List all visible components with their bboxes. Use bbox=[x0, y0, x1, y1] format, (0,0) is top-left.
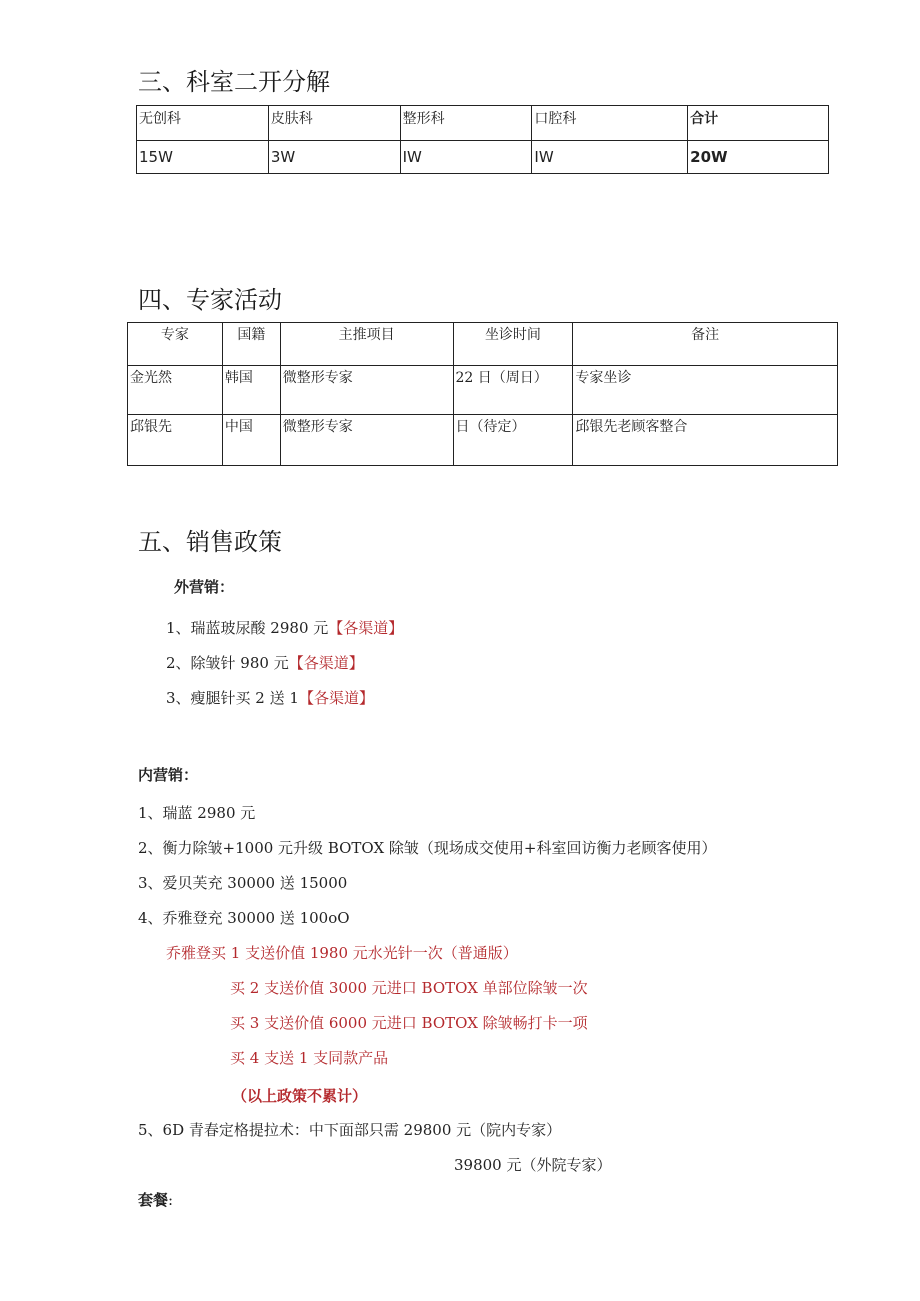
list-item-continuation: 39800 元（外院专家） bbox=[454, 1156, 612, 1174]
internal-marketing-title: 内营销： bbox=[138, 766, 199, 784]
table-cell: 微整形专家 bbox=[280, 366, 453, 415]
table-cell: 备注 bbox=[573, 323, 838, 366]
table-cell: 专家坐诊 bbox=[573, 366, 838, 415]
table-cell: IW bbox=[400, 141, 532, 174]
table-cell: 微整形专家 bbox=[280, 415, 453, 466]
list-item: 1、瑞蓝 2980 元 bbox=[138, 804, 256, 822]
promo-line: 买 4 支送 1 支同款产品 bbox=[230, 1049, 389, 1067]
table-header-row bbox=[137, 106, 829, 141]
section-heading-5: 五、销售政策 bbox=[138, 528, 282, 556]
table-cell: 无创科 bbox=[137, 106, 269, 141]
section-heading-4: 四、专家活动 bbox=[138, 286, 282, 314]
list-item: 4、乔雅登充 30000 送 100oO bbox=[138, 909, 350, 927]
table-cell: 坐诊时间 bbox=[453, 323, 573, 366]
table-row bbox=[128, 415, 838, 466]
table-cell: IW bbox=[532, 141, 688, 174]
table-cell: 整形科 bbox=[400, 106, 532, 141]
table-cell: 日（待定） bbox=[453, 415, 573, 466]
table-cell: 邱银先 bbox=[128, 415, 223, 466]
table-cell: 皮肤科 bbox=[268, 106, 400, 141]
table-header-row bbox=[128, 323, 838, 366]
list-item: 2、衡力除皱+1000 元升级 BOTOX 除皱（现场成交使用+科室回访衡力老顾客使用） bbox=[138, 839, 717, 857]
table-cell: 22 日（周日） bbox=[453, 366, 573, 415]
external-marketing-title: 外营销： bbox=[174, 578, 235, 596]
table-cell: 15W bbox=[137, 141, 269, 174]
list-item bbox=[166, 617, 403, 638]
item-text: 1、瑞蓝玻尿酸 2980 元 bbox=[166, 619, 329, 637]
table-row bbox=[128, 366, 838, 415]
item-text: 3、瘦腿针买 2 送 1 bbox=[166, 689, 299, 707]
promo-line: 乔雅登买 1 支送价值 1980 元水光针一次（普通版） bbox=[166, 944, 518, 962]
package-colon: : bbox=[168, 1191, 174, 1209]
table-cell: 3W bbox=[268, 141, 400, 174]
package-title: 套餐 bbox=[138, 1191, 169, 1209]
department-breakdown-table bbox=[136, 105, 829, 174]
channel-tag: 【各渠道】 bbox=[328, 619, 404, 637]
expert-activity-table bbox=[127, 322, 838, 466]
table-cell-total: 20W bbox=[688, 141, 829, 174]
table-cell: 口腔科 bbox=[532, 106, 688, 141]
list-item bbox=[166, 687, 374, 708]
section-heading-3: 三、科室二开分解 bbox=[138, 68, 330, 96]
table-cell: 邱银先老顾客整合 bbox=[573, 415, 838, 466]
table-cell: 主推项目 bbox=[280, 323, 453, 366]
table-cell: 中国 bbox=[222, 415, 280, 466]
list-item: 3、爱贝芙充 30000 送 15000 bbox=[138, 874, 348, 892]
list-item bbox=[166, 652, 364, 673]
table-cell: 国籍 bbox=[222, 323, 280, 366]
table-cell: 金光然 bbox=[128, 366, 223, 415]
table-cell: 专家 bbox=[128, 323, 223, 366]
channel-tag: 【各渠道】 bbox=[288, 654, 364, 672]
channel-tag: 【各渠道】 bbox=[298, 689, 374, 707]
list-item: 5、6D 青春定格提拉术：中下面部只需 29800 元（院内专家） bbox=[138, 1121, 562, 1139]
package-label bbox=[138, 1189, 173, 1210]
promo-line: 买 2 支送价值 3000 元进口 BOTOX 单部位除皱一次 bbox=[230, 979, 588, 997]
table-cell-total: 合计 bbox=[688, 106, 829, 141]
table-cell: 韩国 bbox=[222, 366, 280, 415]
item-text: 2、除皱针 980 元 bbox=[166, 654, 289, 672]
table-row bbox=[137, 141, 829, 174]
promo-line: 买 3 支送价值 6000 元进口 BOTOX 除皱畅打卡一项 bbox=[230, 1014, 588, 1032]
policy-note: （以上政策不累计） bbox=[232, 1087, 368, 1105]
